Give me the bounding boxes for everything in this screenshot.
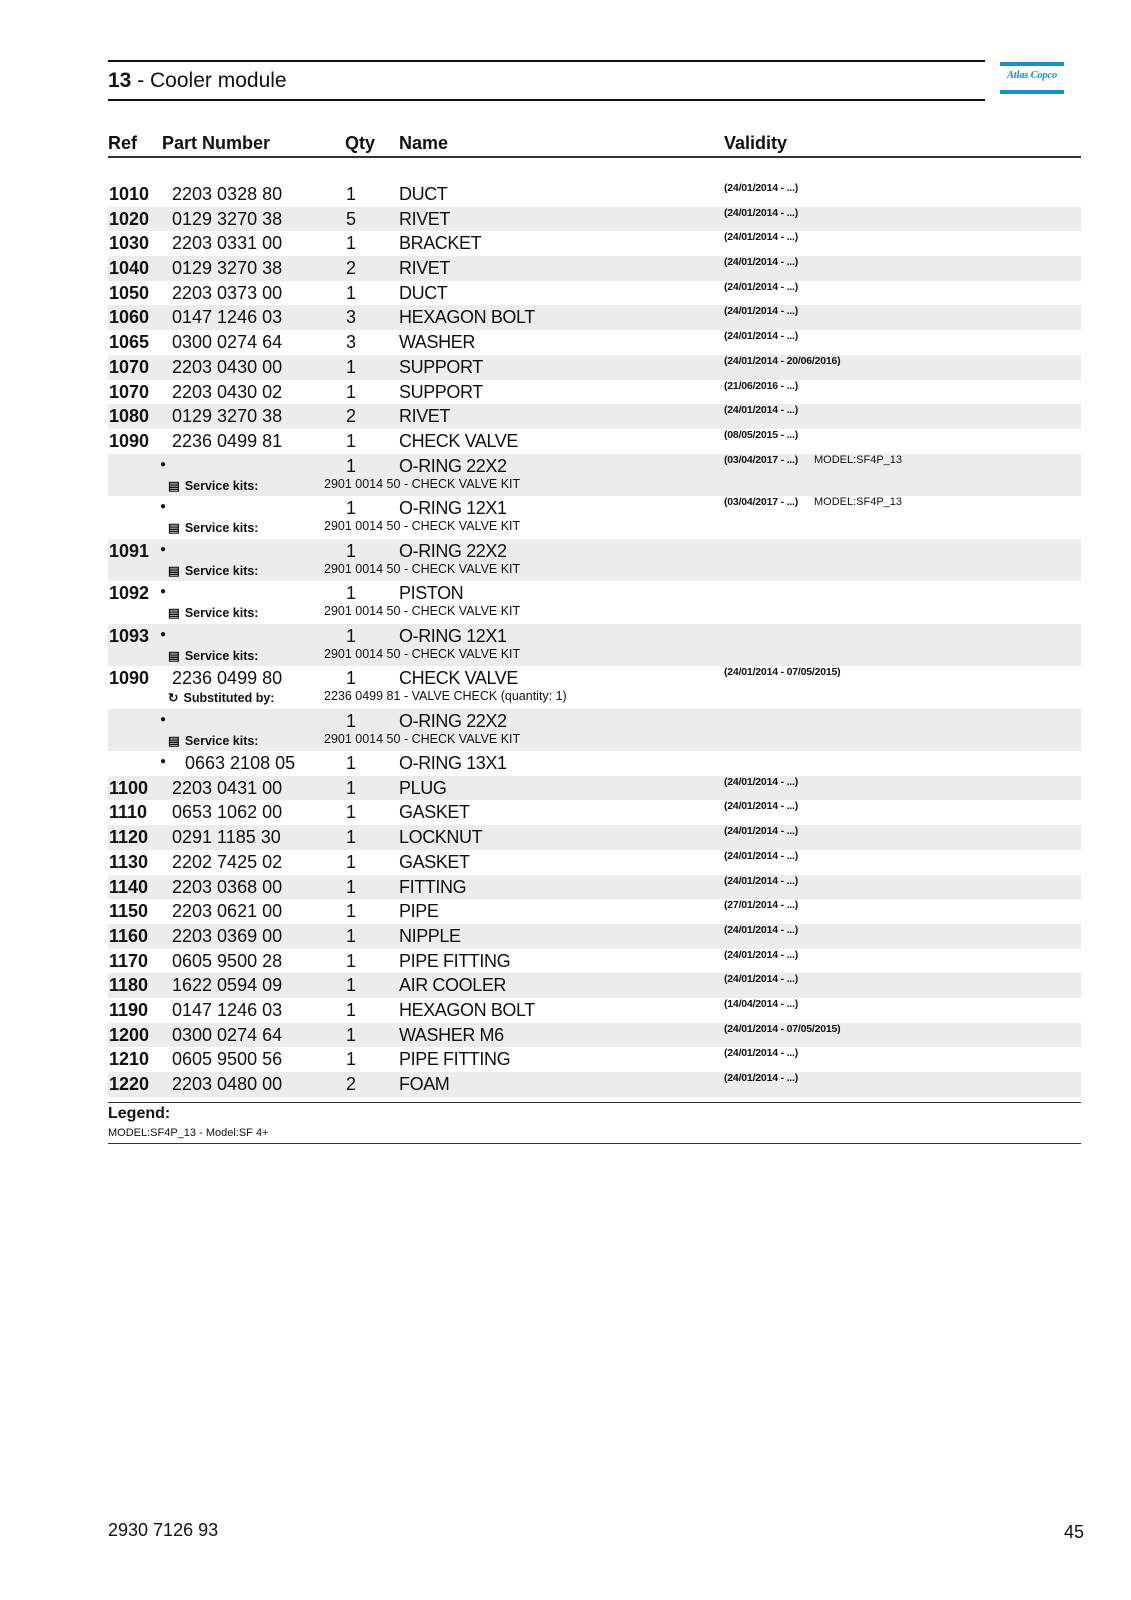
part-number-cell: 0129 3270 38 (172, 208, 283, 229)
sub-label-text: Service kits: (184, 733, 259, 748)
col-validity: Validity (724, 133, 788, 153)
name-cell: SUPPORT (399, 356, 483, 377)
table-row (108, 751, 1081, 776)
name-cell: SUPPORT (399, 381, 483, 402)
validity-cell: (24/01/2014 - ...) (724, 923, 799, 936)
sub-text: 2901 0014 50 - CHECK VALVE KIT (324, 604, 521, 619)
qty-cell: 1 (346, 356, 357, 377)
qty-cell: 1 (346, 540, 357, 561)
part-number-cell: 0147 1246 03 (172, 999, 283, 1020)
name-cell: HEXAGON BOLT (399, 999, 535, 1020)
toolbox-icon: ▤ (168, 606, 180, 621)
validity-cell: (08/05/2015 - ...) (724, 428, 799, 441)
ref-cell: 1170 (109, 950, 149, 971)
validity-cell: (24/01/2014 - ...) (724, 775, 799, 788)
validity-cell: (24/01/2014 - 20/06/2016) (724, 354, 841, 367)
validity-cell: (24/01/2014 - ...) (724, 280, 799, 293)
ref-cell: 1120 (109, 827, 149, 848)
validity-cell: (27/01/2014 - ...) (724, 899, 799, 912)
ref-cell: 1140 (109, 876, 149, 897)
qty-cell: 1 (346, 1049, 357, 1070)
sub-label-text: Service kits: (184, 648, 259, 663)
qty-cell: 1 (346, 777, 357, 798)
part-number-cell: 2203 0328 80 (172, 184, 283, 204)
table-row (108, 1023, 1081, 1048)
name-cell: GASKET (399, 851, 470, 872)
ref-cell: 1010 (109, 184, 150, 204)
ref-cell: 1200 (109, 1024, 150, 1045)
ref-cell: 1160 (109, 925, 149, 946)
ref-cell: 1050 (109, 282, 150, 303)
ref-cell: 1210 (109, 1049, 150, 1070)
page-title (108, 69, 287, 93)
ref-cell: 1070 (109, 381, 150, 402)
validity-cell: (24/01/2014 - 07/05/2015) (724, 666, 841, 679)
toolbox-icon: ▤ (168, 733, 180, 748)
part-number-cell: 2236 0499 80 (172, 668, 283, 689)
table-row (108, 800, 1081, 825)
part-number-cell: 2203 0368 00 (172, 876, 283, 897)
part-number-cell: 2203 0331 00 (172, 233, 283, 254)
table-row (108, 924, 1081, 949)
qty-cell: 1 (346, 876, 357, 897)
table-row (108, 454, 1081, 497)
table-row (108, 998, 1081, 1023)
validity-cell: (21/06/2016 - ...) (724, 379, 799, 392)
part-number-cell: 0129 3270 38 (172, 258, 283, 279)
part-number-cell: 2203 0621 00 (172, 901, 283, 922)
model-cell: MODEL:SF4P_13 (814, 453, 903, 466)
logo-text: Atlas Copco (1006, 70, 1057, 81)
validity-cell: (24/01/2014 - ...) (724, 1072, 799, 1084)
part-number-cell: 0653 1062 00 (172, 802, 283, 823)
sub-label-text: Service kits: (184, 563, 259, 578)
table-row (108, 207, 1081, 232)
ref-cell: 1130 (109, 851, 149, 872)
table-row (108, 496, 1081, 539)
name-cell: CHECK VALVE (399, 668, 518, 689)
name-cell: CHECK VALVE (399, 430, 518, 451)
table-row (108, 355, 1081, 380)
qty-cell: 1 (346, 625, 357, 646)
validity-cell: (24/01/2014 - ...) (724, 256, 799, 269)
brand-logo (1000, 62, 1064, 94)
toolbox-icon: ▤ (168, 563, 180, 578)
ref-cell: 1030 (109, 233, 150, 254)
bullet-icon: ● (160, 543, 167, 555)
part-number-cell: 2203 0431 00 (172, 777, 283, 798)
ref-cell: 1090 (109, 430, 150, 451)
part-number-cell: 2203 0430 00 (172, 356, 283, 377)
name-cell: O-RING 12X1 (399, 625, 507, 646)
name-cell: WASHER (399, 332, 475, 353)
name-cell: PIPE FITTING (399, 1049, 511, 1070)
qty-cell: 1 (346, 802, 357, 823)
sub-text: 2901 0014 50 - CHECK VALVE KIT (324, 519, 521, 534)
bullet-icon: ● (160, 501, 167, 513)
qty-cell: 1 (346, 184, 357, 204)
validity-cell: (24/01/2014 - ...) (724, 1047, 799, 1060)
validity-cell: (03/04/2017 - ...) (724, 453, 799, 466)
name-cell: BRACKET (399, 233, 482, 254)
table-row (108, 404, 1081, 429)
table-row (108, 330, 1081, 355)
table-row (108, 539, 1081, 582)
name-cell: RIVET (399, 258, 451, 279)
name-cell: O-RING 12X1 (399, 498, 507, 519)
validity-cell: (24/01/2014 - ...) (724, 973, 799, 986)
toolbox-icon: ▤ (168, 648, 180, 663)
name-cell: RIVET (399, 406, 451, 427)
section-title: - Cooler module (131, 69, 287, 92)
name-cell: DUCT (399, 282, 448, 303)
name-cell: PIPE FITTING (399, 950, 511, 971)
qty-cell: 1 (346, 827, 357, 848)
name-cell: PISTON (399, 583, 464, 604)
qty-cell: 1 (346, 455, 357, 476)
qty-cell: 1 (346, 233, 357, 254)
qty-cell: 1 (346, 753, 357, 774)
qty-cell: 1 (346, 668, 357, 689)
name-cell: AIR COOLER (399, 975, 507, 996)
sub-label-text: Service kits: (184, 521, 259, 536)
part-number-cell: 2203 0373 00 (172, 282, 283, 303)
ref-cell: 1180 (109, 975, 149, 996)
table-row (108, 1047, 1081, 1072)
bullet-icon: ● (160, 586, 167, 598)
ref-cell: 1080 (109, 406, 150, 427)
toolbox-icon: ▤ (168, 478, 180, 493)
sub-text: 2236 0499 81 - VALVE CHECK (quantity: 1) (324, 689, 567, 704)
validity-cell: (24/01/2014 - ...) (724, 800, 799, 813)
qty-cell: 1 (346, 498, 357, 519)
col-name: Name (399, 133, 449, 153)
validity-cell: (24/01/2014 - ...) (724, 948, 799, 961)
table-row (108, 231, 1081, 256)
name-cell: O-RING 22X2 (399, 455, 507, 476)
table-row (108, 825, 1081, 850)
ref-cell: 1150 (109, 901, 149, 922)
qty-cell: 5 (346, 208, 357, 229)
part-number-cell: 2203 0430 02 (172, 381, 283, 402)
part-number-cell: 2203 0369 00 (172, 925, 283, 946)
validity-cell: (24/01/2014 - ...) (724, 874, 799, 887)
qty-cell: 1 (346, 282, 357, 303)
table-row (108, 776, 1081, 801)
refresh-icon: ↻ (168, 691, 179, 706)
part-number-cell: 1622 0594 09 (172, 975, 283, 996)
legend-text: MODEL:SF4P_13 - Model:SF 4+ (108, 1127, 269, 1139)
model-cell: MODEL:SF4P_13 (814, 496, 903, 509)
table-row (108, 1072, 1081, 1097)
ref-cell: 1220 (109, 1074, 150, 1094)
legend (108, 1102, 1081, 1144)
sub-text: 2901 0014 50 - CHECK VALVE KIT (324, 731, 521, 746)
qty-cell: 1 (346, 975, 357, 996)
toolbox-icon: ▤ (168, 521, 180, 536)
ref-cell: 1190 (109, 999, 149, 1020)
bullet-icon: ● (160, 458, 167, 470)
qty-cell: 1 (346, 901, 357, 922)
sub-label (168, 690, 274, 705)
table-row (108, 850, 1081, 875)
sub-text: 2901 0014 50 - CHECK VALVE KIT (324, 561, 521, 576)
name-cell: PLUG (399, 777, 447, 798)
page-header (108, 60, 985, 101)
ref-cell: 1092 (109, 583, 150, 604)
table-row (108, 624, 1081, 667)
sub-label (168, 520, 258, 535)
sub-label (168, 648, 258, 663)
sub-label (168, 563, 258, 578)
qty-cell: 2 (346, 1074, 357, 1094)
part-number-cell: 2236 0499 81 (172, 430, 283, 451)
validity-cell: (24/01/2014 - ...) (724, 330, 799, 343)
sub-label-text: Service kits: (184, 478, 259, 493)
qty-cell: 1 (346, 950, 357, 971)
qty-cell: 1 (346, 1024, 357, 1045)
name-cell: DUCT (399, 184, 448, 204)
name-cell: FITTING (399, 876, 467, 897)
ref-cell: 1100 (109, 777, 149, 798)
validity-cell: (24/01/2014 - ...) (724, 305, 799, 318)
validity-cell: (24/01/2014 - ...) (724, 231, 799, 244)
column-headers (108, 132, 1081, 158)
legend-title: Legend: (108, 1105, 171, 1122)
part-number-cell: 0300 0274 64 (172, 332, 283, 353)
validity-cell: (24/01/2014 - ...) (724, 404, 799, 417)
table-row (108, 899, 1081, 924)
name-cell: LOCKNUT (399, 827, 483, 848)
name-cell: NIPPLE (399, 925, 461, 946)
table-row (108, 581, 1081, 624)
name-cell: PIPE (399, 901, 439, 922)
qty-cell: 1 (346, 381, 357, 402)
validity-cell: (24/01/2014 - ...) (724, 849, 799, 862)
parts-table (108, 182, 1081, 1097)
qty-cell: 1 (346, 583, 357, 604)
name-cell: O-RING 22X2 (399, 540, 507, 561)
sub-label (168, 733, 258, 748)
ref-cell: 1091 (109, 540, 150, 561)
validity-cell: (24/01/2014 - 07/05/2015) (724, 1022, 841, 1035)
sub-label-text: Service kits: (184, 606, 259, 621)
qty-cell: 2 (346, 406, 357, 427)
document-number: 2930 7126 93 (108, 1520, 219, 1540)
table-row (108, 380, 1081, 405)
ref-cell: 1110 (109, 802, 148, 823)
part-number-cell: 0605 9500 56 (172, 1049, 283, 1070)
table-row (108, 256, 1081, 281)
page-number: 45 (1063, 1522, 1084, 1542)
validity-cell: (24/01/2014 - ...) (724, 182, 799, 194)
table-row (108, 281, 1081, 306)
sub-label-text: Substituted by: (183, 691, 275, 706)
name-cell: RIVET (399, 208, 451, 229)
part-number-cell: 0291 1185 30 (172, 827, 281, 848)
table-row (108, 666, 1081, 709)
validity-cell: (03/04/2017 - ...) (724, 496, 799, 509)
sub-text: 2901 0014 50 - CHECK VALVE KIT (324, 476, 521, 491)
table-row (108, 709, 1081, 752)
ref-cell: 1020 (109, 208, 150, 229)
logo-bar-top (1000, 62, 1064, 66)
col-qty: Qty (345, 133, 376, 153)
validity-cell: (14/04/2014 - ...) (724, 997, 799, 1010)
sub-label (168, 605, 258, 620)
qty-cell: 1 (346, 925, 357, 946)
part-number-cell: 0663 2108 05 (185, 753, 296, 774)
qty-cell: 1 (346, 710, 357, 731)
table-row (108, 949, 1081, 974)
sub-label (168, 478, 258, 493)
part-number-cell: 2202 7425 02 (172, 851, 283, 872)
qty-cell: 3 (346, 307, 357, 328)
sub-text: 2901 0014 50 - CHECK VALVE KIT (324, 646, 521, 661)
name-cell: HEXAGON BOLT (399, 307, 535, 328)
validity-cell: (24/01/2014 - ...) (724, 825, 799, 838)
ref-cell: 1070 (109, 356, 150, 377)
name-cell: O-RING 22X2 (399, 710, 507, 731)
ref-cell: 1093 (109, 625, 150, 646)
qty-cell: 1 (346, 430, 357, 451)
part-number-cell: 0300 0274 64 (172, 1024, 283, 1045)
table-row (108, 182, 1081, 207)
table-row (108, 875, 1081, 900)
name-cell: O-RING 13X1 (399, 753, 507, 774)
table-row (108, 973, 1081, 998)
name-cell: GASKET (399, 802, 470, 823)
part-number-cell: 0605 9500 28 (172, 950, 283, 971)
part-number-cell: 0129 3270 38 (172, 406, 283, 427)
logo-bar-bottom (1000, 90, 1064, 94)
bullet-icon: ● (160, 756, 167, 768)
ref-cell: 1065 (109, 332, 150, 353)
ref-cell: 1060 (109, 307, 150, 328)
validity-cell: (24/01/2014 - ...) (724, 206, 799, 219)
col-part-number: Part Number (162, 133, 271, 153)
qty-cell: 3 (346, 332, 357, 353)
qty-cell: 2 (346, 258, 357, 279)
table-row (108, 305, 1081, 330)
ref-cell: 1040 (109, 258, 150, 279)
col-ref: Ref (108, 133, 138, 153)
qty-cell: 1 (346, 851, 357, 872)
name-cell: WASHER M6 (399, 1024, 504, 1045)
bullet-icon: ● (160, 628, 167, 640)
qty-cell: 1 (346, 999, 357, 1020)
bullet-icon: ● (160, 713, 167, 725)
part-number-cell: 2203 0480 00 (172, 1074, 283, 1094)
section-number: 13 (108, 69, 132, 92)
ref-cell: 1090 (109, 668, 150, 689)
part-number-cell: 0147 1246 03 (172, 307, 283, 328)
name-cell: FOAM (399, 1074, 450, 1094)
table-row (108, 429, 1081, 454)
